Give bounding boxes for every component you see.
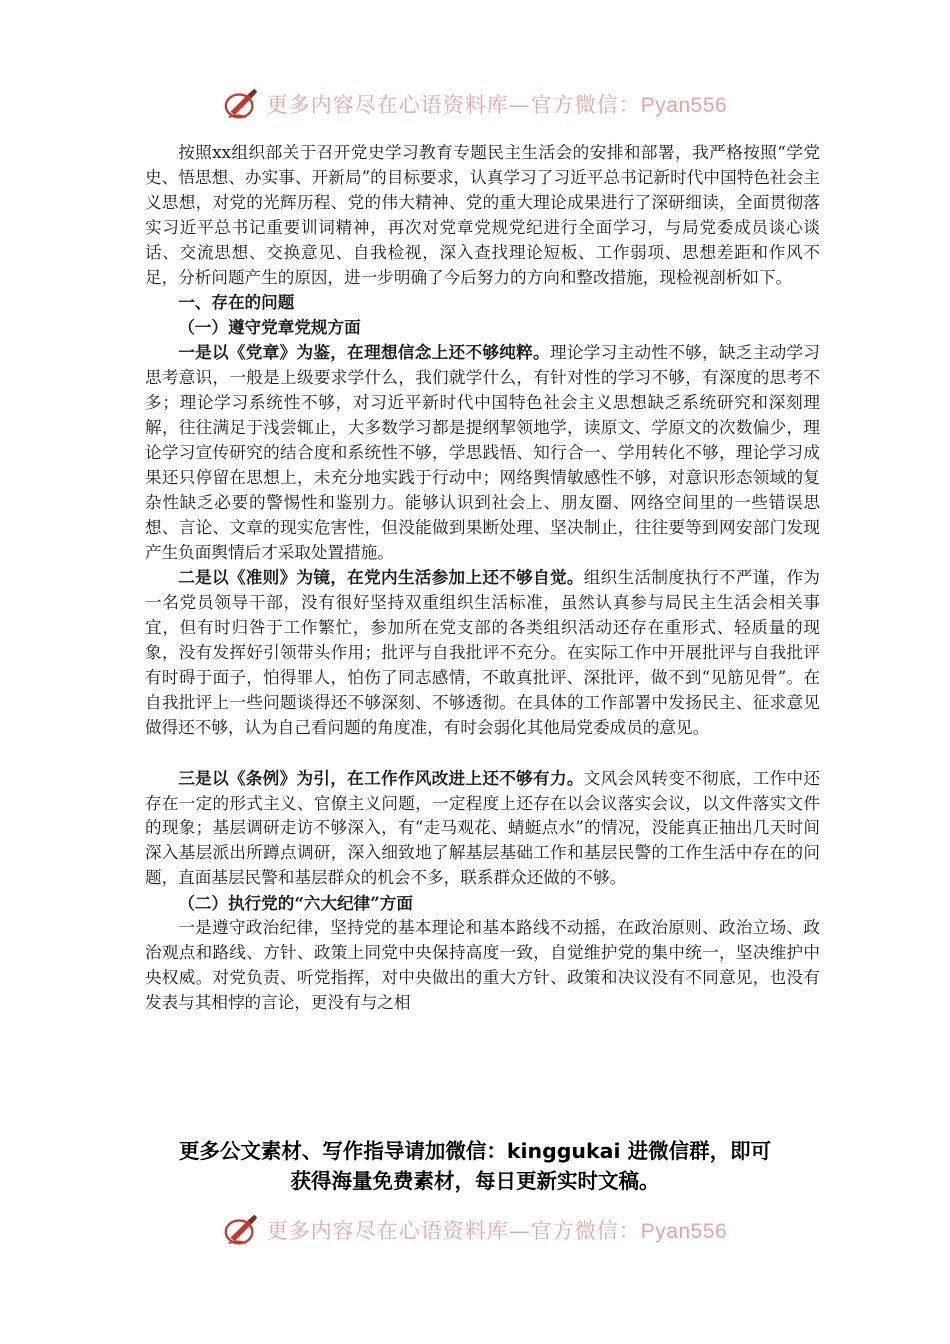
promo-line-2: 获得海量免费素材，每日更新实时文稿。 [290,1169,660,1193]
point-three-body: 文风会风转变不彻底，工作中还存在一定的形式主义、官僚主义问题，一定程度上还存在以会议落实会议，以文件落实文件的现象；基层调研走访不够深入，有“走马观花、蜻蜓点水”的情况，没能真正抽出几天时间深入基层派出所蹲点调研，深入细致地了解基层基础工作和基层民警的工作生活中存在的问题，直面基层民警和基层群众的机会不多，联系群众还做的不够。 [145,768,820,888]
section-heading-problems: 一、存在的问题 [178,292,295,313]
header-watermark-banner [0,84,950,124]
pen-writing-logo-icon [223,1211,261,1249]
point-three-lead: 三是以《条例》为引，在工作作风改进上还不够有力。 [178,767,584,788]
point-two-body: 组织生活制度执行不严谨，作为一名党员领导干部，没有很好坚持双重组织生活标准，虽然认真参与局民主生活会相关事宜，但有时归咎于工作繁忙，参加所在党支部的各类组织活动还存在重形式、轻质量的现象，没有发挥好引领带头作用；批评与自我批评不充分。在实际工作中开展批评与自我批评有时碍于面子，怕得罪人，怕伤了同志感情，不敢真批评、深批评，做不到“见筋见骨”。在自我批评上一些问题谈得还不够深刻、不够透彻。在具体的工作部署中发扬民主、征求意见做得还不够，认为自己看问题的角度准，有时会弱化其他局党委成员的意见。 [145,568,820,737]
footer-watermark-banner [0,1210,950,1250]
wechat-id: Pyan556 [640,1220,728,1243]
point-three-paragraph [145,766,820,892]
watermark-text: 更多内容尽在心语资料库—官方微信：Pyan556 [266,1219,728,1243]
subsection-heading-party-rules: （一）遵守党章党规方面 [178,317,361,338]
subsection-heading-six-disciplines: （二）执行党的“六大纪律”方面 [178,893,413,914]
point-one-paragraph [145,340,820,565]
document-body [145,141,820,1016]
point-one-lead: 一是以《党章》为鉴，在理想信念上还不够纯粹。 [178,342,550,363]
pen-writing-logo-icon [223,85,261,123]
point-four-paragraph: 一是遵守政治纪律，坚持党的基本理论和基本路线不动摇，在政治原则、政治立场、政治观点和路线、方针、政策上同党中央保持高度一致，自觉维护党的集中统一，坚决维护中央权威。对党负责、听党指挥，对中央做出的重大方针、政策和决议没有不同意见，也没有发表与其相悖的言论，更没有与之相 [145,918,820,1012]
promo-notice [100,1136,850,1196]
promo-line-1: 更多公文素材、写作指导请加微信：kinggukai 进微信群，即可 [178,1139,772,1163]
intro-paragraph: 按照xx组织部关于召开党史学习教育专题民主生活会的安排和部署，我严格按照“学党史、悟思想、办实事、开新局”的目标要求，认真学习了习近平总书记新时代中国特色社会主义思想，对党的光辉历程、党的伟大精神、党的重大理论成果进行了深研细读，全面贯彻落实习近平总书记重要训词精神，再次对党章党规党纪进行全面学习，与局党委成员谈心谈话、交流思想、交换意见、自我检视，深入查找理论短板、工作弱项、思想差距和作风不足，分析问题产生的原因，进一步明确了今后努力的方向和整改措施，现检视剖析如下。 [145,143,820,287]
point-one-body: 理论学习主动性不够，缺乏主动学习思考意识，一般是上级要求学什么，我们就学什么，有针对性的学习不够，有深度的思考不多；理论学习系统性不够，对习近平新时代中国特色社会主义思想缺乏系统研究和深刻理解，往往满足于浅尝辄止，大多数学习都是提纲挈领地学，读原文、学原文的次数偏少，理论学习宣传研究的结合度和系统性不够，学思践悟、知行合一、学用转化不够，理论学习成果还只停留在思想上，未充分地实践于行动中；网络舆情敏感性不够，对意识形态领域的复杂性缺乏必要的警惕性和鉴别力。能够认识到社会上、朋友圈、网络空间里的一些错误思想、言论、文章的现实危害性，但没能做到果断处理、坚决制止，往往要等到网安部门发现产生负面舆情后才采取处置措施。 [145,343,821,562]
point-two-lead: 二是以《准则》为镜，在党内生活参加上还不够自觉。 [178,567,584,588]
wechat-id: Pyan556 [640,94,728,117]
watermark-text: 更多内容尽在心语资料库—官方微信：Pyan556 [266,93,728,117]
point-two-paragraph [145,565,820,740]
